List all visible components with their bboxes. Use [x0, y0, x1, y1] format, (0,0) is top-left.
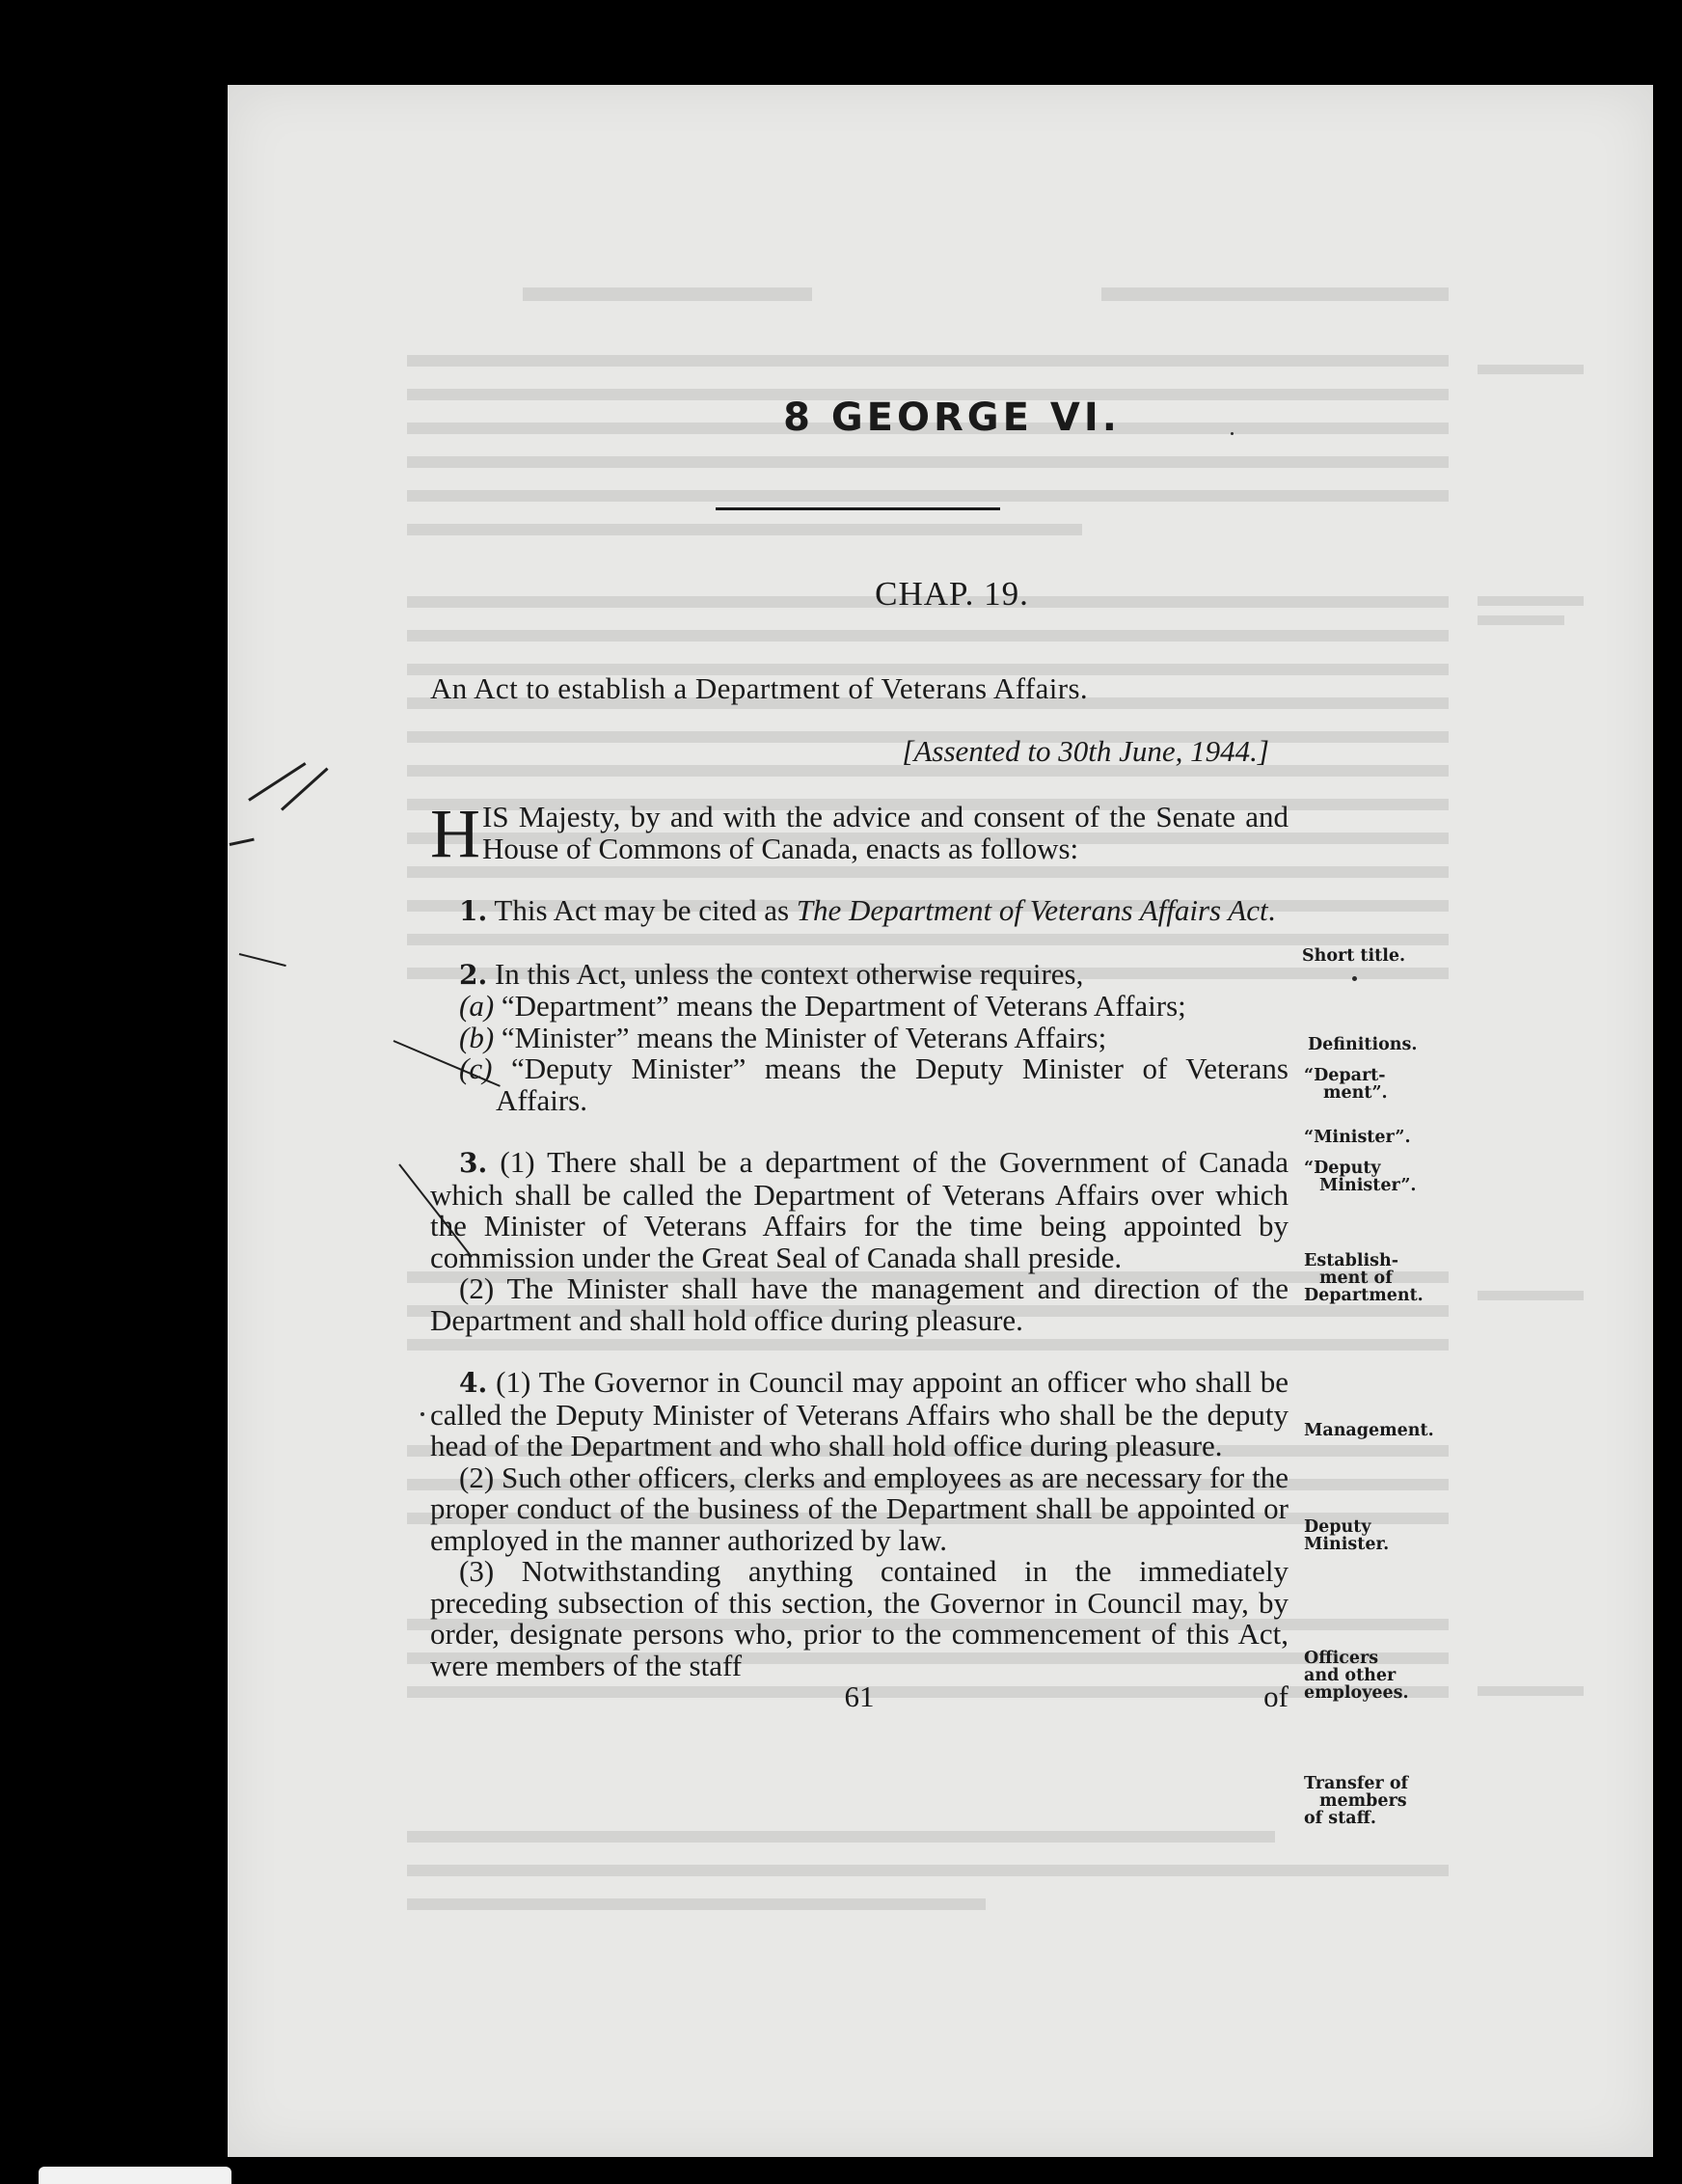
note-definitions: Definitions. — [1308, 1035, 1418, 1054]
speck — [1352, 976, 1357, 981]
definition-text: “Minister” means the Minister of Veterans Affairs; — [494, 1020, 1107, 1054]
pen-mark — [239, 953, 286, 967]
note-deputy-minister: Deputy — [1304, 1517, 1371, 1537]
note-officers: Officers — [1304, 1649, 1379, 1668]
section-number: 3. — [459, 1147, 488, 1179]
note-deputy-minister: Minister. — [1304, 1535, 1390, 1554]
note-transfer: members — [1319, 1791, 1407, 1811]
catchword: of — [1263, 1679, 1289, 1713]
note-deputy: Minister”. — [1319, 1176, 1417, 1195]
section-number: 1. — [459, 895, 488, 927]
enacting-text: IS Majesty, by and with the advice and consent of the Senate and House of Commons of Canada, enacts as follows: — [482, 800, 1289, 865]
note-transfer: Transfer of — [1304, 1774, 1409, 1793]
enacting-clause — [430, 795, 1289, 872]
heading-rule — [716, 507, 1000, 510]
speck — [420, 1412, 424, 1416]
section-1 — [430, 895, 1289, 928]
note-officers: employees. — [1304, 1683, 1409, 1703]
paragraph-label: (b) — [459, 1020, 495, 1054]
paragraph-label: (c) — [459, 1051, 493, 1085]
note-minister: “Minister”. — [1304, 1128, 1411, 1147]
section-text: . — [1267, 893, 1276, 927]
scanner-tab-strip — [39, 2167, 231, 2184]
section-number: 2. — [459, 958, 488, 991]
definition-a — [430, 991, 1289, 1023]
section-text: In this Act, unless the context otherwise requires, — [487, 956, 1084, 991]
act-body — [430, 673, 1289, 1712]
definition-text: “Deputy Minister” means the Deputy Minister of Veterans Affairs. — [492, 1051, 1289, 1117]
section-2 — [430, 956, 1289, 992]
long-title: An Act to establish a Department of Veterans Affairs. — [430, 671, 1089, 705]
paragraph-label: (a) — [459, 989, 495, 1023]
section-number: 4. — [459, 1367, 488, 1399]
act-short-title: The Department of Veterans Affairs Act — [796, 893, 1268, 927]
page-number: 61 — [844, 1679, 875, 1713]
note-officers: and other — [1304, 1666, 1397, 1685]
section-3 — [430, 1147, 1289, 1273]
note-department: “Depart- — [1304, 1066, 1386, 1085]
definition-b — [430, 1020, 1289, 1054]
section-text: (1) There shall be a department of the Government of Canada which shall be called the Department of Veterans Affairs over which the Minister of Veterans Affairs for the time being appointed by commission under the Great Seal of Canada shall preside. — [430, 1145, 1289, 1274]
note-establishment: Department. — [1304, 1286, 1424, 1305]
note-establishment: Establish- — [1304, 1251, 1398, 1270]
note-short-title: Short title. — [1302, 946, 1406, 966]
pen-mark — [230, 838, 255, 846]
note-management: Management. — [1304, 1421, 1434, 1440]
section-3-subsection-2: (2) The Minister shall have the management and direction of the Department and shall hold office during pleasure. — [430, 1271, 1289, 1337]
note-establishment: ment of — [1319, 1269, 1393, 1288]
drop-cap: H — [430, 795, 480, 872]
section-4 — [430, 1367, 1289, 1462]
definition-c — [430, 1053, 1289, 1116]
document-page — [228, 85, 1653, 2157]
section-4-subsection-2: (2) Such other officers, clerks and employees as are necessary for the proper conduct of the business of the Department shall be appointed or employed in the manner authorized by law. — [430, 1460, 1289, 1557]
definition-text: “Department” means the Department of Veterans Affairs; — [494, 989, 1186, 1023]
note-deputy: “Deputy — [1304, 1159, 1381, 1178]
chapter-heading: CHAP. 19. — [875, 575, 1029, 613]
section-text: This Act may be cited as — [487, 893, 797, 927]
reign-heading: 8 GEORGE VI. — [783, 396, 1121, 440]
note-department: ment”. — [1323, 1083, 1388, 1103]
page-footer — [430, 1681, 1289, 1712]
assent-date: [Assented to 30th June, 1944.] — [902, 733, 1269, 768]
note-transfer: of staff. — [1304, 1809, 1377, 1828]
section-text: (1) The Governor in Council may appoint an officer who shall be called the Deputy Minister of Veterans Affairs who shall be the deputy head of the Department and who shall hold office during pleasure. — [430, 1365, 1289, 1462]
section-4-subsection-3: (3) Notwithstanding anything contained in the immediately preceding subsection of this section, the Governor in Council may, by order, designate persons who, prior to the commencement of this Act, were members of the staff — [430, 1554, 1289, 1682]
